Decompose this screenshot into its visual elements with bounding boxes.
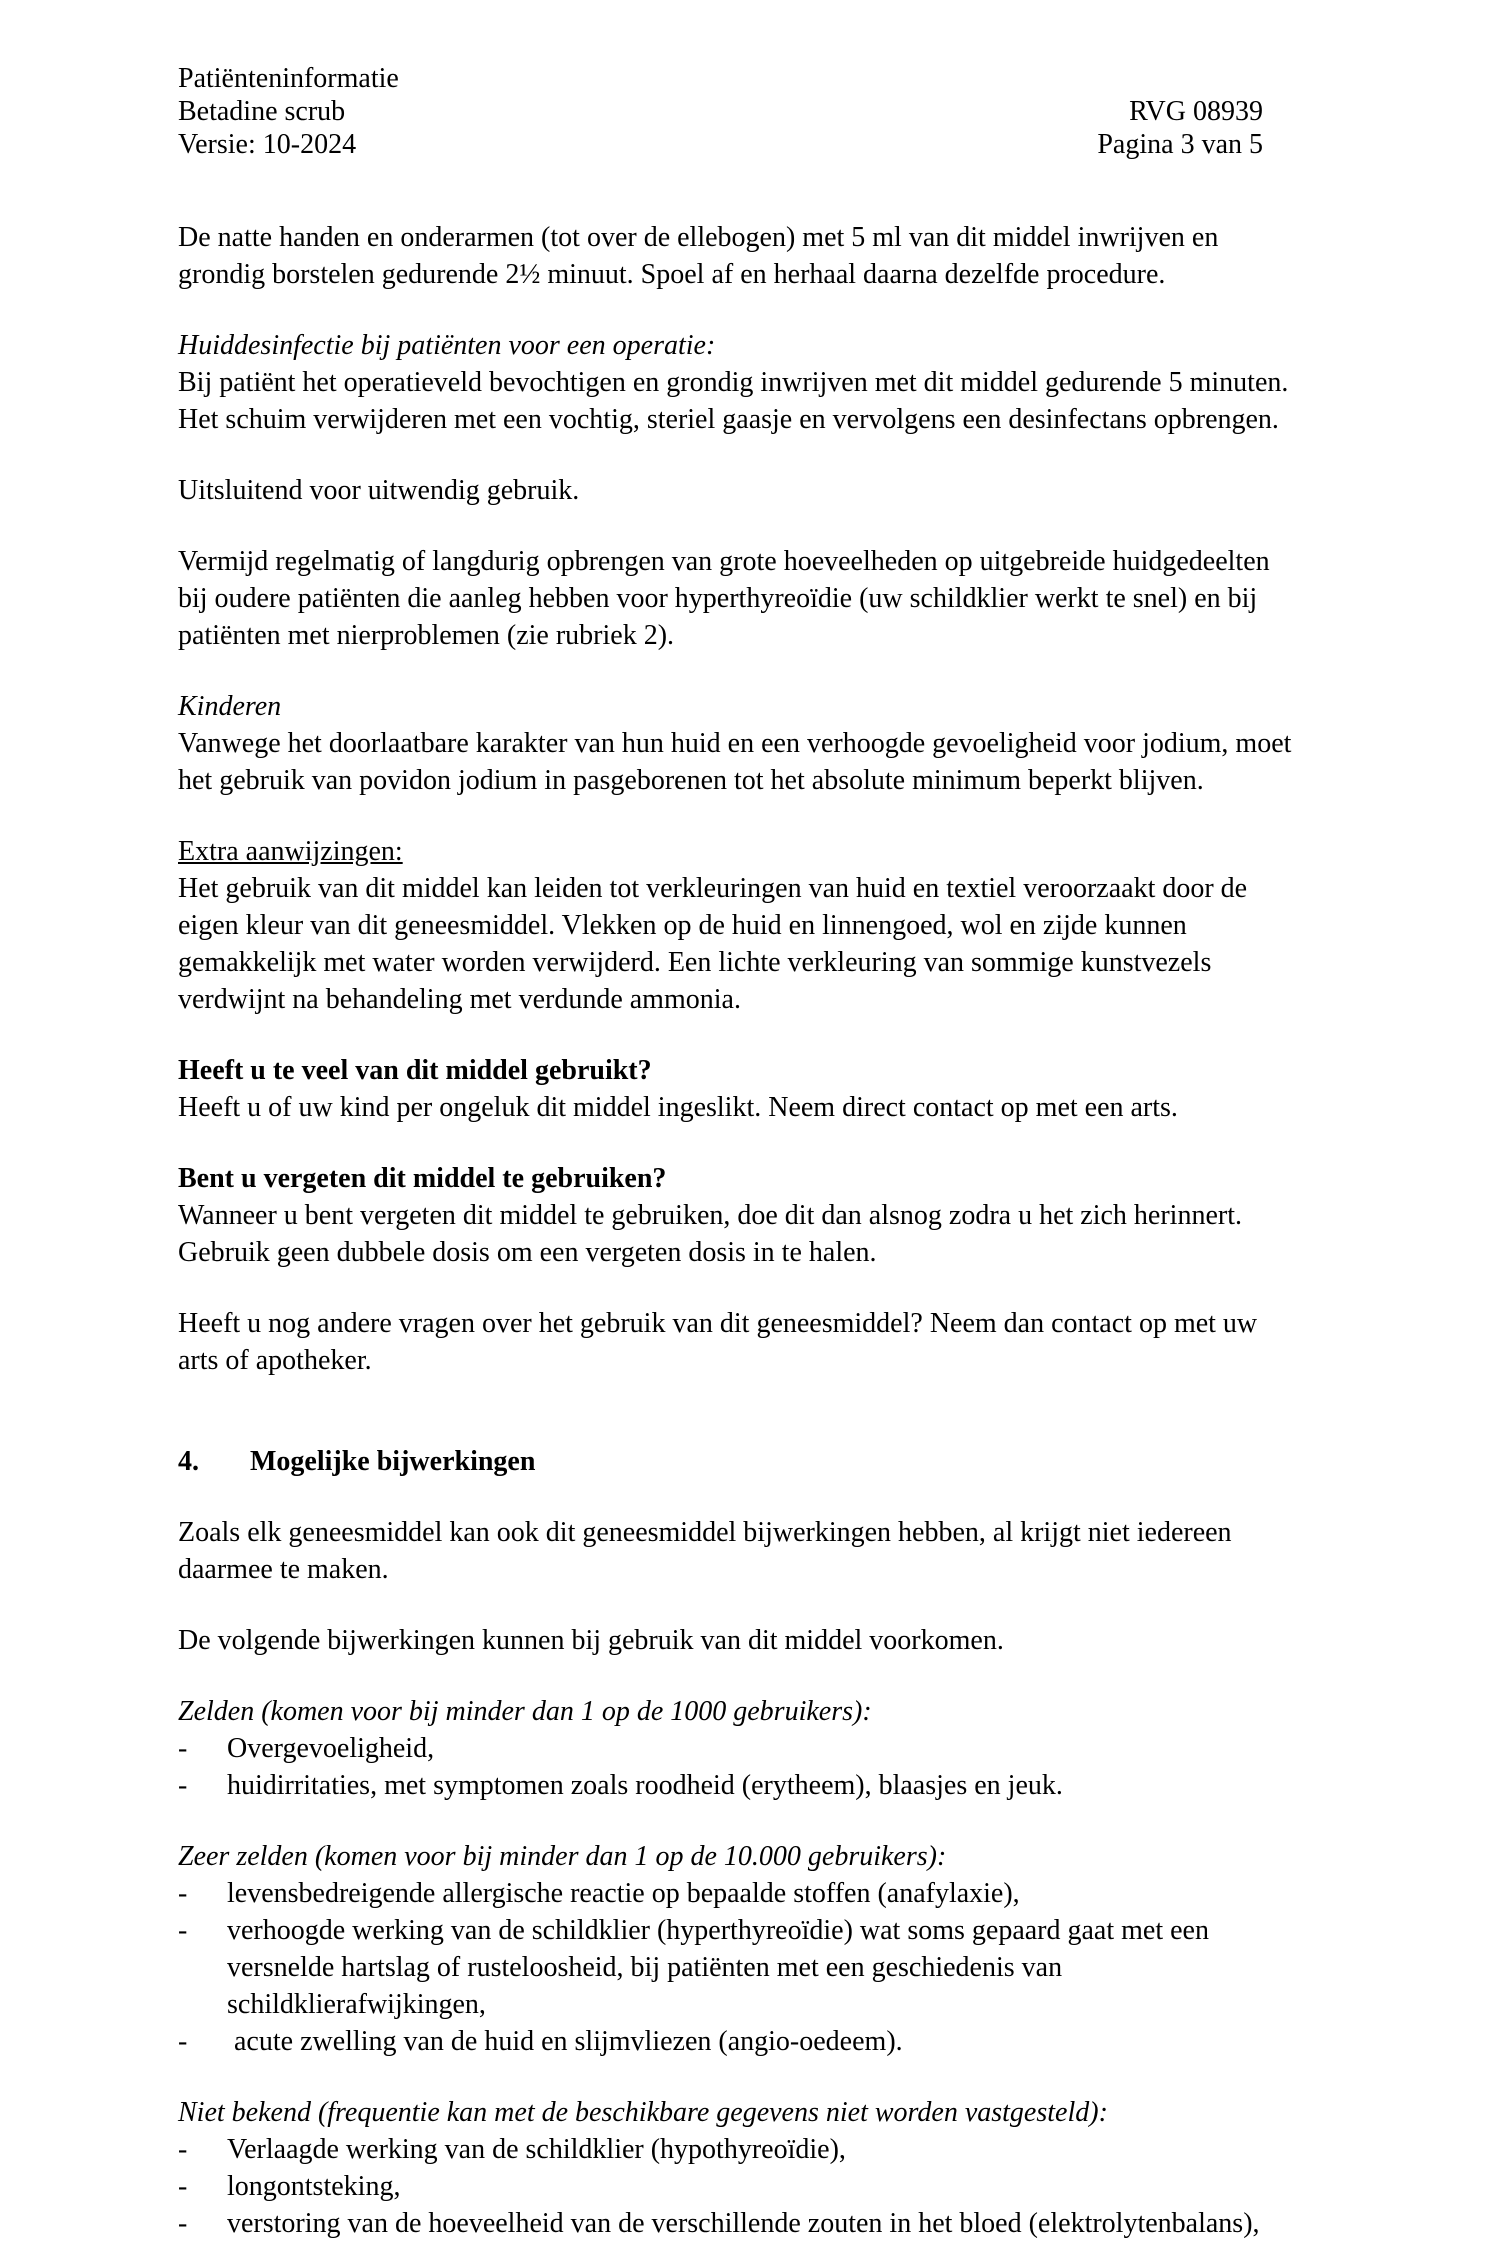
list-dash: - xyxy=(178,1915,188,1946)
header-version: Versie: 10-2024 xyxy=(178,129,357,160)
header-right xyxy=(1097,95,1300,161)
list-dash: - xyxy=(178,2026,188,2057)
document-body xyxy=(178,219,1300,2242)
paragraph: Wanneer u bent vergeten dit middel te gebruiken, doe dit dan alsnog zodra u het zich herinnert. Gebruik geen dubbele dosis om een vergeten dosis in te halen. xyxy=(178,1200,1242,1268)
paragraph: Bij patiënt het operatieveld bevochtigen en grondig inwrijven met dit middel gedurende 5 minuten. Het schuim verwijderen met een vochtig, steriel gaasje en vervolgens een desinfectans opbrengen. xyxy=(178,367,1289,435)
heading: Zeer zelden (komen voor bij minder dan 1 op de 10.000 gebruikers): xyxy=(178,1841,947,1872)
heading: Heeft u te veel van dit middel gebruikt? xyxy=(178,1055,652,1086)
paragraph: Het gebruik van dit middel kan leiden tot verkleuringen van huid en textiel veroorzaakt door de eigen kleur van dit geneesmiddel. Vlekken op de huid en linnengoed, wol en zijde kunnen gemakkelijk met water worden verwijderd. Een lichte verkleuring van sommige kunstvezels verdwijnt na behandeling met verdunde ammonia. xyxy=(178,873,1248,1015)
list-item xyxy=(178,2023,1300,2060)
section-number: 4. xyxy=(178,1446,199,1477)
paragraph: Zoals elk geneesmiddel kan ook dit geneesmiddel bijwerkingen hebben, al krijgt niet iedereen daarmee te maken. xyxy=(178,1517,1232,1585)
heading: Zelden (komen voor bij minder dan 1 op de 1000 gebruikers): xyxy=(178,1696,872,1727)
heading: Niet bekend (frequentie kan met de beschikbare gegevens niet worden vastgesteld): xyxy=(178,2097,1108,2128)
list-dash: - xyxy=(178,2134,188,2165)
paragraph: Vanwege het doorlaatbare karakter van hun huid en een verhoogde gevoeligheid voor jodium, moet het gebruik van povidon jodium in pasgeborenen tot het absolute minimum beperkt blijven. xyxy=(178,728,1292,796)
header-left xyxy=(178,62,399,161)
list-item-text: verhoogde werking van de schildklier (hyperthyreoïdie) wat soms gepaard gaat met een versnelde hartslag of rusteloosheid, bij patiënten met een geschiedenis van schildklierafwijkingen, xyxy=(227,1915,1216,2020)
bullet-list xyxy=(178,1730,1300,1804)
paragraph: Heeft u of uw kind per ongeluk dit middel ingeslikt. Neem direct contact op met een arts. xyxy=(178,1092,1178,1123)
list-item xyxy=(178,1912,1300,2023)
header-patient-info: Patiënteninformatie xyxy=(178,63,399,94)
list-item xyxy=(178,2205,1300,2242)
paragraph: Uitsluitend voor uitwendig gebruik. xyxy=(178,475,580,506)
list-dash: - xyxy=(178,2208,188,2239)
paragraph: Vermijd regelmatig of langdurig opbrengen van grote hoeveelheden op uitgebreide huidgedeelten bij oudere patiënten die aanleg hebben voor hyperthyreoïdie (uw schildklier werkt te snel) en bij patiënten met nierproblemen (zie rubriek 2). xyxy=(178,546,1270,651)
list-dash: - xyxy=(178,2171,188,2202)
bullet-list xyxy=(178,1875,1300,2060)
list-item-text: huidirritaties, met symptomen zoals roodheid (erytheem), blaasjes en jeuk. xyxy=(227,1770,1063,1801)
list-dash: - xyxy=(178,1878,188,1909)
list-dash: - xyxy=(178,1770,188,1801)
list-item-text: longontsteking, xyxy=(227,2171,401,2202)
heading: Kinderen xyxy=(178,691,282,722)
list-dash: - xyxy=(178,1733,188,1764)
paragraph: De natte handen en onderarmen (tot over de ellebogen) met 5 ml van dit middel inwrijven en grondig borstelen gedurende 2½ minuut. Spoel af en herhaal daarna dezelfde procedure. xyxy=(178,222,1219,290)
bullet-list xyxy=(178,2131,1300,2242)
section-heading xyxy=(178,1443,1300,1480)
header-page-number: Pagina 3 van 5 xyxy=(1097,129,1263,160)
list-item-text: Overgevoeligheid, xyxy=(227,1733,435,1764)
header-rvg-number: RVG 08939 xyxy=(1129,96,1263,127)
heading: Extra aanwijzingen: xyxy=(178,836,403,867)
list-item xyxy=(178,1875,1300,1912)
page-header xyxy=(178,62,1300,161)
heading: Bent u vergeten dit middel te gebruiken? xyxy=(178,1163,667,1194)
paragraph: Heeft u nog andere vragen over het gebruik van dit geneesmiddel? Neem dan contact op met uw arts of apotheker. xyxy=(178,1308,1258,1376)
list-item xyxy=(178,2131,1300,2168)
list-item-text: levensbedreigende allergische reactie op bepaalde stoffen (anafylaxie), xyxy=(227,1878,1020,1909)
list-item-text: acute zwelling van de huid en slijmvliezen (angio-oedeem). xyxy=(227,2026,903,2057)
section-title: Mogelijke bijwerkingen xyxy=(250,1446,536,1477)
header-product-name: Betadine scrub xyxy=(178,96,346,127)
list-item-text: Verlaagde werking van de schildklier (hypothyreoïdie), xyxy=(227,2134,846,2165)
list-item xyxy=(178,1730,1300,1767)
list-item xyxy=(178,2168,1300,2205)
list-item-text: verstoring van de hoeveelheid van de verschillende zouten in het bloed (elektrolytenbalans), xyxy=(227,2208,1260,2239)
list-item xyxy=(178,1767,1300,1804)
paragraph: De volgende bijwerkingen kunnen bij gebruik van dit middel voorkomen. xyxy=(178,1625,1004,1656)
heading: Huiddesinfectie bij patiënten voor een operatie: xyxy=(178,330,716,361)
